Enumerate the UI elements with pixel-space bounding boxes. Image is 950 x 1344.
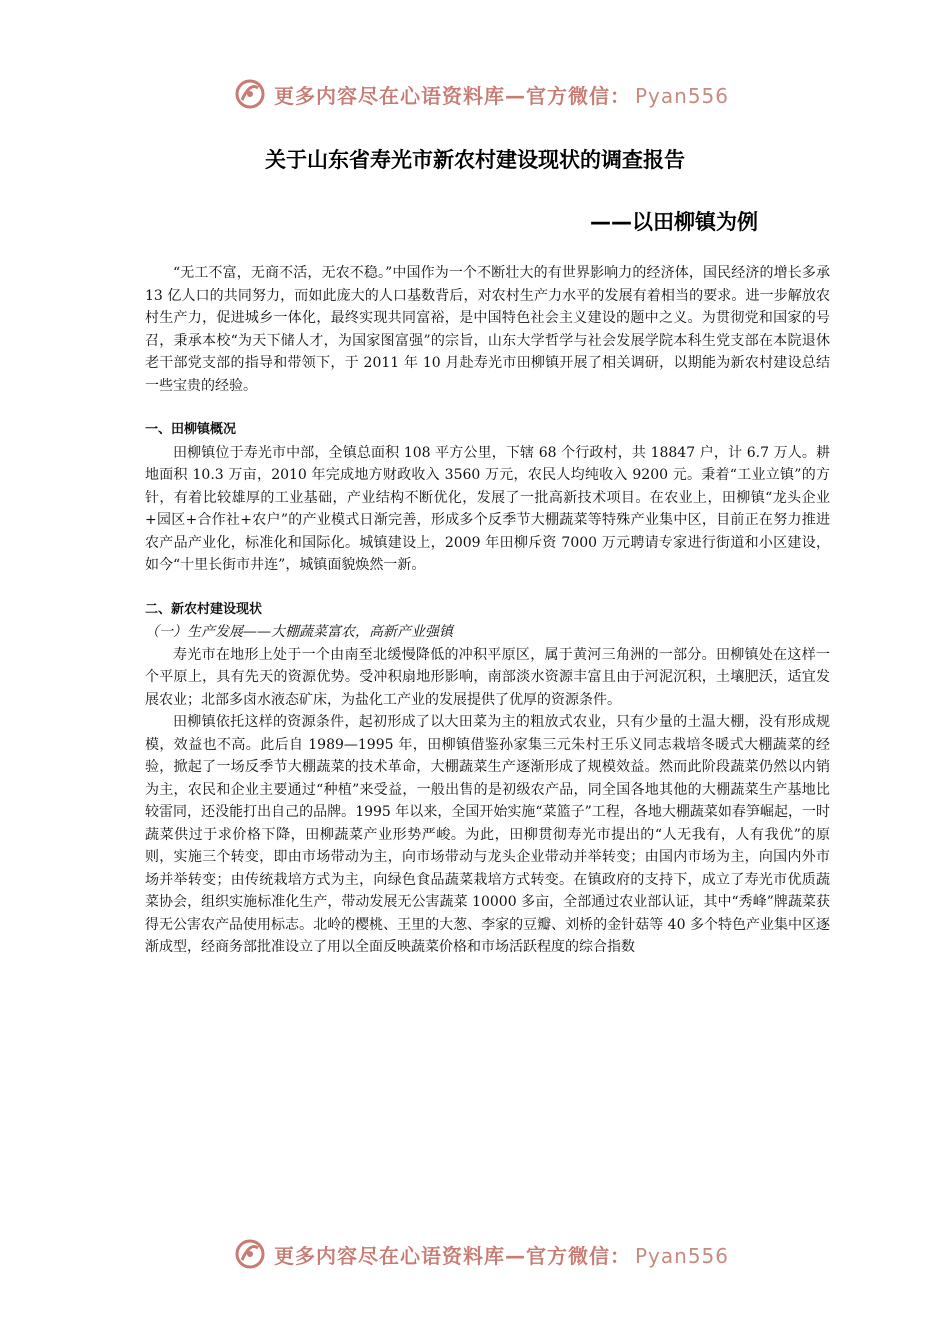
- intro-paragraph: “无工不富，无商不活，无农不稳。”中国作为一个不断壮大的有世界影响力的经济体，国民经济的增长多承 13 亿人口的共同努力，而如此庞大的人口基数背后，对农村生产力水平的发展有着相当的要求。进一步解放农村生产力，促进城乡一体化，最终实现共同富裕，是中国特色社会主义建设的题中之义。为贯彻党和国家的号召，秉承本校“为天下储人才，为国家图富强”的宗旨，山东大学哲学与社会发展学院本科生党支部在本院退休老干部党支部的指导和带领下，于 2011 年 10 月赴寿光市田柳镇开展了相关调研，以期能为新农村建设总结一些宝贵的经验。: [145, 265, 830, 394]
- watermark-text: 更多内容尽在心语资料库—官方微信： Pyan556: [274, 1243, 730, 1268]
- watermark-id: Pyan556: [635, 1243, 730, 1268]
- section1-paragraph: 田柳镇位于寿光市中部，全镇总面积 108 平方公里，下辖 68 个行政村，共 18847 户，计 6.7 万人。耕地面积 10.3 万亩，2010 年完成地方财政收入 3560 万元，农民人均纯收入 9200 元。秉着“工业立镇”的方针，有着比较雄厚的工业基础，产业结构不断优化，发展了一批高新技术项目。在农业上，田柳镇“龙头企业+园区+合作社+农户”的产业模式日渐完善，形成多个反季节大棚蔬菜等特殊产业集中区，目前正在努力推进农产品产业化，标准化和国际化。城镇建设上，2009 年田柳斥资 7000 万元聘请专家进行街道和小区建设，如今“十里长街市井连”，城镇面貌焕然一新。: [145, 444, 830, 573]
- watermark-id: Pyan556: [635, 83, 730, 108]
- section2-heading: 二、新农村建设现状: [145, 601, 263, 617]
- watermark-text: 更多内容尽在心语资料库—官方微信： Pyan556: [274, 83, 730, 108]
- watermark-logo-icon: [232, 1236, 268, 1272]
- section1-heading: 一、田柳镇概况: [145, 422, 237, 437]
- document-subtitle: ——以田柳镇为例: [590, 210, 758, 234]
- watermark-logo-icon: [232, 76, 268, 112]
- section2-subheading: （一）生产发展——大棚蔬菜富农，高新产业强镇: [145, 624, 453, 640]
- section2-paragraph-1: 寿光市在地形上处于一个由南至北缓慢降低的冲积平原区，属于黄河三角洲的一部分。田柳镇处在这样一个平原上，具有先天的资源优势。受冲积扇地形影响，南部淡水资源丰富且由于河泥沉积，土壤肥沃，适宜发展农业；北部多卤水液态矿床，为盐化工产业的发展提供了优厚的资源条件。: [145, 646, 830, 708]
- section2-paragraph-2: 田柳镇依托这样的资源条件，起初形成了以大田菜为主的粗放式农业，只有少量的土温大棚，没有形成规模，效益也不高。此后自 1989—1995 年，田柳镇借鉴孙家集三元朱村王乐义同志栽培冬暖式大棚蔬菜的经验，掀起了一场反季节大棚蔬菜的技术革命，大棚蔬菜生产逐渐形成了规模效益。然而此阶段蔬菜仍然以内销为主，农民和企业主要通过“种植”来受益，一般出售的是初级农产品，同全国各地其他的大棚蔬菜生产基地比较雷同，还没能打出自己的品牌。1995 年以来，全国开始实施“菜篮子”工程，各地大棚蔬菜如春笋崛起，一时蔬菜供过于求价格下降，田柳蔬菜产业形势严峻。为此，田柳贯彻寿光市提出的“人无我有，人有我优”的原则，实施三个转变，即由市场带动为主，向市场带动与龙头企业带动并举转变；由国内市场为主，向国内外市场并举转变；由传统栽培方式为主，向绿色食品蔬菜栽培方式转变。在镇政府的支持下，成立了寿光市优质蔬菜协会，组织实施标准化生产，带动发展无公害蔬菜 10000 多亩，全部通过农业部认证，其中“秀峰”牌蔬菜获得无公害农产品使用标志。北岭的樱桃、王里的大葱、李家的豆瓣、刘桥的金针菇等 40 多个特色产业集中区逐渐成型，经商务部批准设立了用以全面反映蔬菜价格和市场活跃程度的综合指数: [145, 714, 830, 955]
- watermark-header: [232, 76, 752, 112]
- watermark-footer: [232, 1236, 752, 1272]
- document-body: [145, 262, 830, 959]
- document-title: 关于山东省寿光市新农村建设现状的调查报告: [265, 148, 685, 172]
